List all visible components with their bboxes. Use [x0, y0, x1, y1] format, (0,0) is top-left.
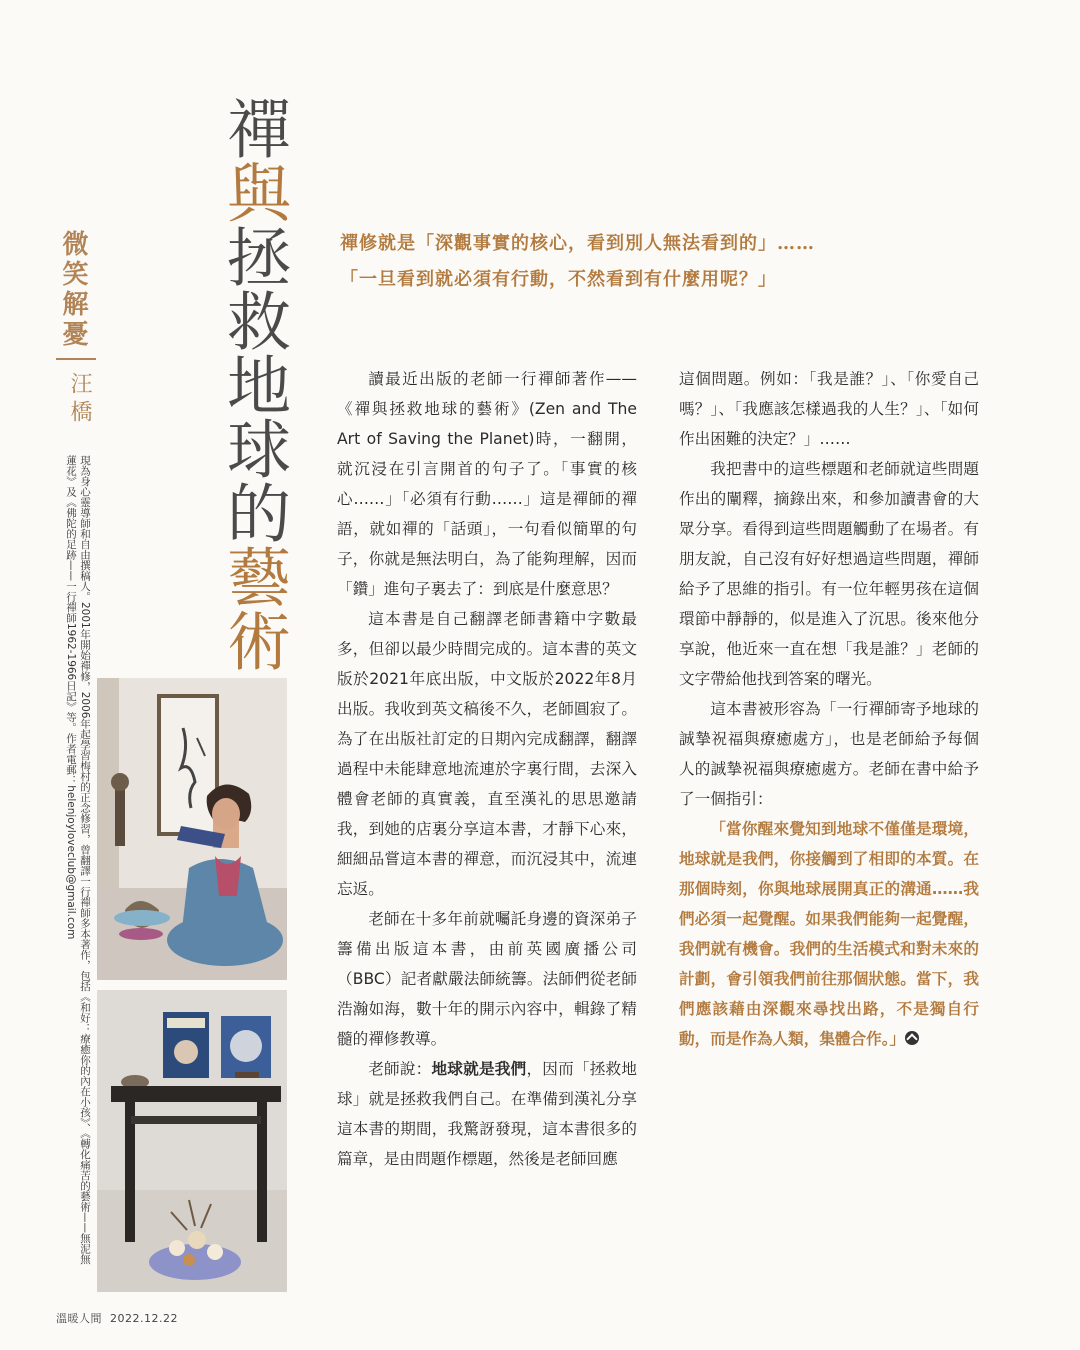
body-paragraph-3: 老師在十多年前就囑託身邊的資深弟子籌備出版這本書，由前英國廣播公司（BBC）記者獻嚴法師統籌。法師們從老師浩瀚如海，數十年的開示內容中，輯錄了精髓的禪修教導。: [337, 910, 637, 1048]
body-paragraph-4-rest: ，因而「拯救地球」就是拯救我們自己。在準備到漢礼分享這本書的期間，我驚訝發現，這本書很多的篇章，是由問題作標題，然後是老師回應: [337, 1060, 637, 1168]
photo-reading-woman-illustration: [97, 678, 287, 980]
highlight-quote: 「當你醒來覺知到地球不僅僅是環境，地球就是我們，你接觸到了相即的本質。在那個時刻，你與地球展開真正的溝通……我們必須一起覺醒。如果我們能夠一起覺醒，我們就有機會。我們的生活模式和對未來的計劃，會引領我們前往那個狀態。當下，我們應該藉由深觀來尋找出路，不是獨自行動，而是作為人類，集體合作。」: [679, 820, 979, 1048]
body-column-right: [679, 364, 979, 1054]
column-divider: [56, 358, 96, 360]
body-paragraph-2: 這本書是自己翻譯老師書籍中字數最多，但卻以最少時間完成的。這本書的英文版於2021年底出版，中文版於2022年8月出版。我收到英文稿後不久，老師圓寂了。為了在出版社訂定的日期內完成翻譯，翻譯過程中未能肆意地流連於字裏行間，去深入體會老師的真實義，直至漢礼的思思邀請我，到她的店裏分享這本書，才靜下心來，細細品嘗這本書的禪意，而沉浸其中，流連忘返。: [337, 610, 637, 898]
end-mark-icon: [905, 1031, 919, 1045]
author-name: 汪橋: [67, 372, 92, 428]
magazine-name: 溫暖人間: [56, 1312, 102, 1325]
body-paragraph-8: [679, 814, 979, 1054]
pull-quote-line-2: 「一旦看到就必須有行動，不然看到有什麼用呢？」: [340, 269, 777, 290]
body-paragraph-4-emphasis: 地球就是我們: [431, 1060, 527, 1078]
photo-reading-woman: [97, 678, 287, 980]
article-title: [218, 96, 288, 672]
photo-books-table: [97, 990, 287, 1292]
pull-quote: [340, 226, 960, 298]
body-paragraph-4-lead: 老師說：: [368, 1060, 432, 1078]
author-bio: 現為身心靈導師和自由撰稿人。2001年開始禪修，2006年起學習梅村的正念修習，曾翻譯一行禪師多本著作，包括《和好：療癒你的內在小孩》、《轉化痛苦的藝術——無泥無蓮花》及《佛陀的足跡——一行禪師1962-1966日記》等。作者電郵：helenjoyloveclub@gmail.com: [65, 455, 91, 1265]
title-part-1: 禪: [216, 96, 290, 160]
title-part-4: 藝術: [216, 544, 290, 672]
body-paragraph-6: 我把書中的這些標題和老師就這些問題作出的闡釋，摘錄出來，和參加讀書會的大眾分享。看得到這些問題觸動了在場者。有朋友說，自己沒有好好想過這些問題，禪師給予了思維的指引。有一位年輕男孩在這個環節中靜靜的，似是進入了沉思。後來他分享說，他近來一直在想「我是誰？」老師的文字帶給他找到答案的曙光。: [679, 460, 979, 688]
column-name: 微笑解憂: [58, 230, 88, 350]
photo-books-table-illustration: [97, 990, 287, 1292]
issue-date: 2022.12.22: [110, 1312, 178, 1325]
body-column-left: [337, 364, 637, 1174]
body-paragraph-4: [337, 1054, 637, 1174]
title-part-2: 與: [216, 160, 290, 224]
body-paragraph-5: 這個問題。例如：「我是誰？」、「你愛自己嗎？」、「我應該怎樣過我的人生？」、「如何作出困難的決定？」……: [679, 370, 979, 448]
title-part-3: 拯救地球的: [216, 224, 290, 544]
body-paragraph-1: 讀最近出版的老師一行禪師著作——《禪與拯救地球的藝術》(Zen and The Art of Saving the Planet)時，一翻開，就沉浸在引言開首的句子了。「事實的核心……」「必須有行動……」這是禪師的禪語，就如禪的「話頭」，一句看似簡單的句子，你就是無法明白，為了能夠理解，因而「鑽」進句子裏去了：到底是什麼意思？: [337, 370, 637, 598]
pull-quote-line-1: 禪修就是「深觀事實的核心，看到別人無法看到的」……: [340, 233, 815, 254]
page-footer: [56, 1310, 186, 1326]
body-paragraph-7: 這本書被形容為「一行禪師寄予地球的誠摯祝福與療癒處方」，也是老師給予每個人的誠摯祝福與療癒處方。老師在書中給予了一個指引：: [679, 700, 979, 808]
